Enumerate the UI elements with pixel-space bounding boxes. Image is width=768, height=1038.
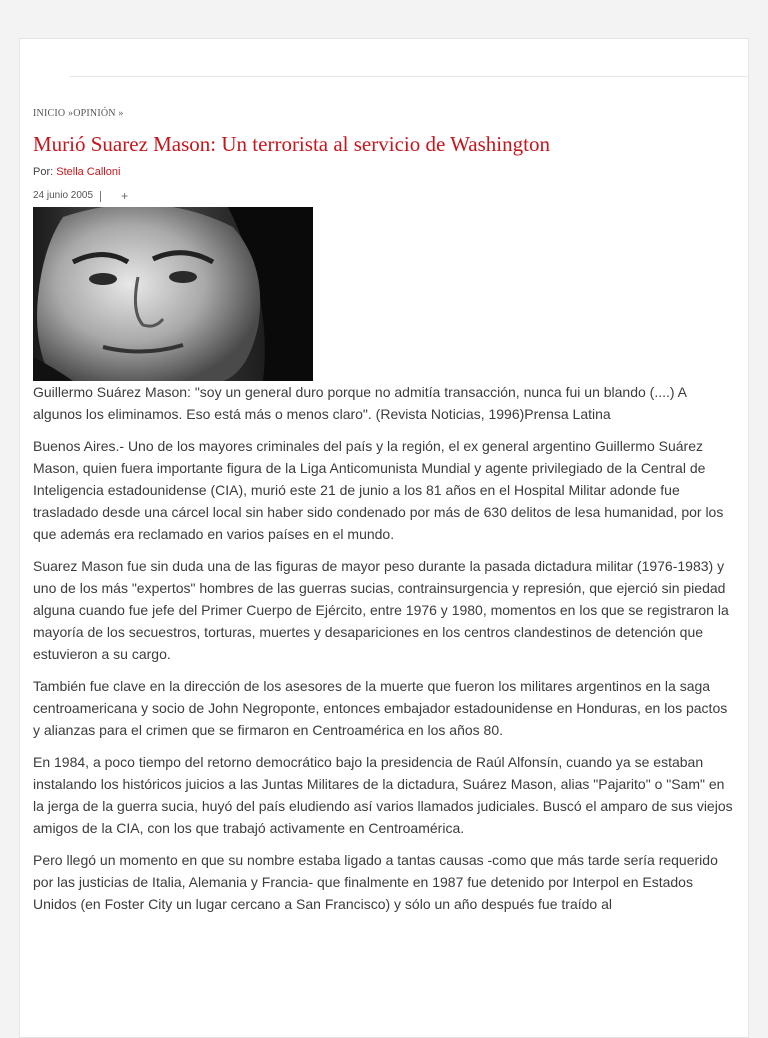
meta-divider (100, 191, 101, 202)
article-paragraph: Suarez Mason fue sin duda una de las figuras de mayor peso durante la pasada dictadura militar (1976-1983) y uno de los más "expertos" hombres de las guerras sucias, contrainsurgencia y represión, que ejerció sin piedad alguna cuando fue jefe del Primer Cuerpo de Ejército, entre 1976 y 1980, momentos en los que se registraron la mayoría de los secuestros, torturas, muertes y desapariciones en los centros clandestinos de detención que estuvieron a su cargo. (33, 558, 729, 662)
article-paragraph: También fue clave en la dirección de los asesores de la muerte que fueron los militares argentinos en la saga centroamericana y socio de John Negroponte, entonces embajador estadounidense en Honduras, en los pactos y alianzas para el crimen que se firmaron en Centroamérica en los años 80. (33, 678, 728, 738)
breadcrumb-section-link[interactable]: OPINIÓN (73, 108, 116, 119)
header-divider (70, 76, 748, 77)
photo-eye-right (169, 271, 197, 283)
article-meta (33, 189, 733, 203)
article-paragraph: En 1984, a poco tiempo del retorno democrático bajo la presidencia de Raúl Alfonsín, cuando ya se estaban instalando los históricos juicios a las Juntas Militares de la dictadura, Suárez Mason, alias "Pajarito" o "Sam" en la jerga de la guerra sucia, huyó del país eludiendo así varios llamados judiciales. Buscó el amparo de sus viejos amigos de la CIA, con los que trabajó activamente en Centroamérica. (33, 754, 733, 836)
article-card (19, 38, 749, 1038)
author-link[interactable]: Stella Calloni (56, 166, 121, 178)
breadcrumb (33, 107, 733, 121)
article-paragraph: Buenos Aires.- Uno de los mayores criminales del país y la región, el ex general argentino Guillermo Suárez Mason, quien fuera importante figura de la Liga Anticomunista Mundial y agente privilegiado de la Central de Inteligencia estadounidense (CIA), murió este 21 de junio a los 81 años en el Hospital Militar adonde fue trasladado desde una cárcel local sin haber sido condenado por más de 630 delitos de lesa humanidad, por los que además era reclamado en varios países en el mundo. (33, 438, 724, 542)
article-content (33, 107, 733, 915)
byline-label: Por: (33, 166, 57, 178)
plus-icon[interactable]: + (121, 189, 129, 203)
photo-face (37, 207, 260, 381)
article-title: Murió Suarez Mason: Un terrorista al servicio de Washington (33, 132, 550, 156)
breadcrumb-separator: » (65, 108, 74, 119)
portrait-photo (33, 207, 313, 381)
breadcrumb-home-link[interactable]: INICIO (33, 108, 66, 119)
photo-caption: Guillermo Suárez Mason: "soy un general duro porque no admitía transacción, nunca fui un blando (....) A algunos los eliminamos. Eso está más o menos claro". (Revista Noticias, 1996)Prensa Latina (33, 384, 687, 422)
photo-eye-left (89, 273, 117, 285)
publish-date: 24 junio 2005 (33, 190, 94, 201)
byline (33, 165, 733, 179)
breadcrumb-separator: » (115, 108, 124, 119)
article-paragraph: Pero llegó un momento en que su nombre estaba ligado a tantas causas -como que más tarde sería requerido por las justicias de Italia, Alemania y Francia- que finalmente en 1987 fue detenido por Interpol en Estados Unidos (en Foster City un lugar cercano a San Francisco) y sólo un año después fue traído al (33, 852, 718, 912)
